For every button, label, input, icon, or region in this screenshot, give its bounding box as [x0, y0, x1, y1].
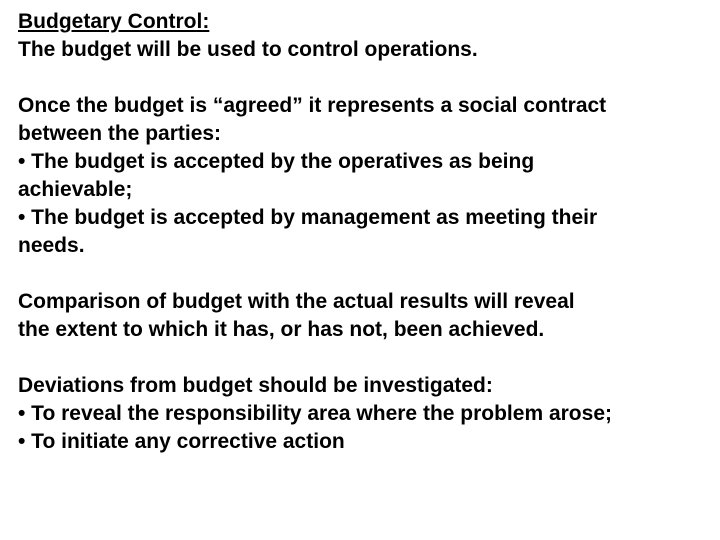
paragraph-line: between the parties: — [18, 122, 222, 145]
bullet-corrective-action: • To initiate any corrective action — [18, 430, 345, 453]
paragraph-line: Deviations from budget should be investigated: — [18, 374, 493, 397]
paragraph-line: Once the budget is “agreed” it represents a social contract — [18, 94, 607, 117]
deviations-paragraph — [18, 372, 714, 456]
paragraph-line: the extent to which it has, or has not, been achieved. — [18, 318, 545, 341]
spacer — [18, 344, 714, 372]
social-contract-paragraph — [18, 92, 714, 260]
spacer — [18, 64, 714, 92]
paragraph-line: Comparison of budget with the actual results will reveal — [18, 290, 575, 313]
paragraph-line: achievable; — [18, 178, 133, 201]
bullet-responsibility: • To reveal the responsibility area where the problem arose; — [18, 402, 612, 425]
comparison-paragraph — [18, 288, 714, 344]
bullet-management: • The budget is accepted by management as meeting their — [18, 206, 598, 229]
bullet-operatives: • The budget is accepted by the operatives as being — [18, 150, 535, 173]
paragraph-line: needs. — [18, 234, 85, 257]
slide-content — [18, 8, 714, 456]
title-block — [18, 8, 714, 64]
slide-heading: Budgetary Control: — [18, 10, 210, 33]
spacer — [18, 260, 714, 288]
intro-line: The budget will be used to control operations. — [18, 38, 478, 61]
